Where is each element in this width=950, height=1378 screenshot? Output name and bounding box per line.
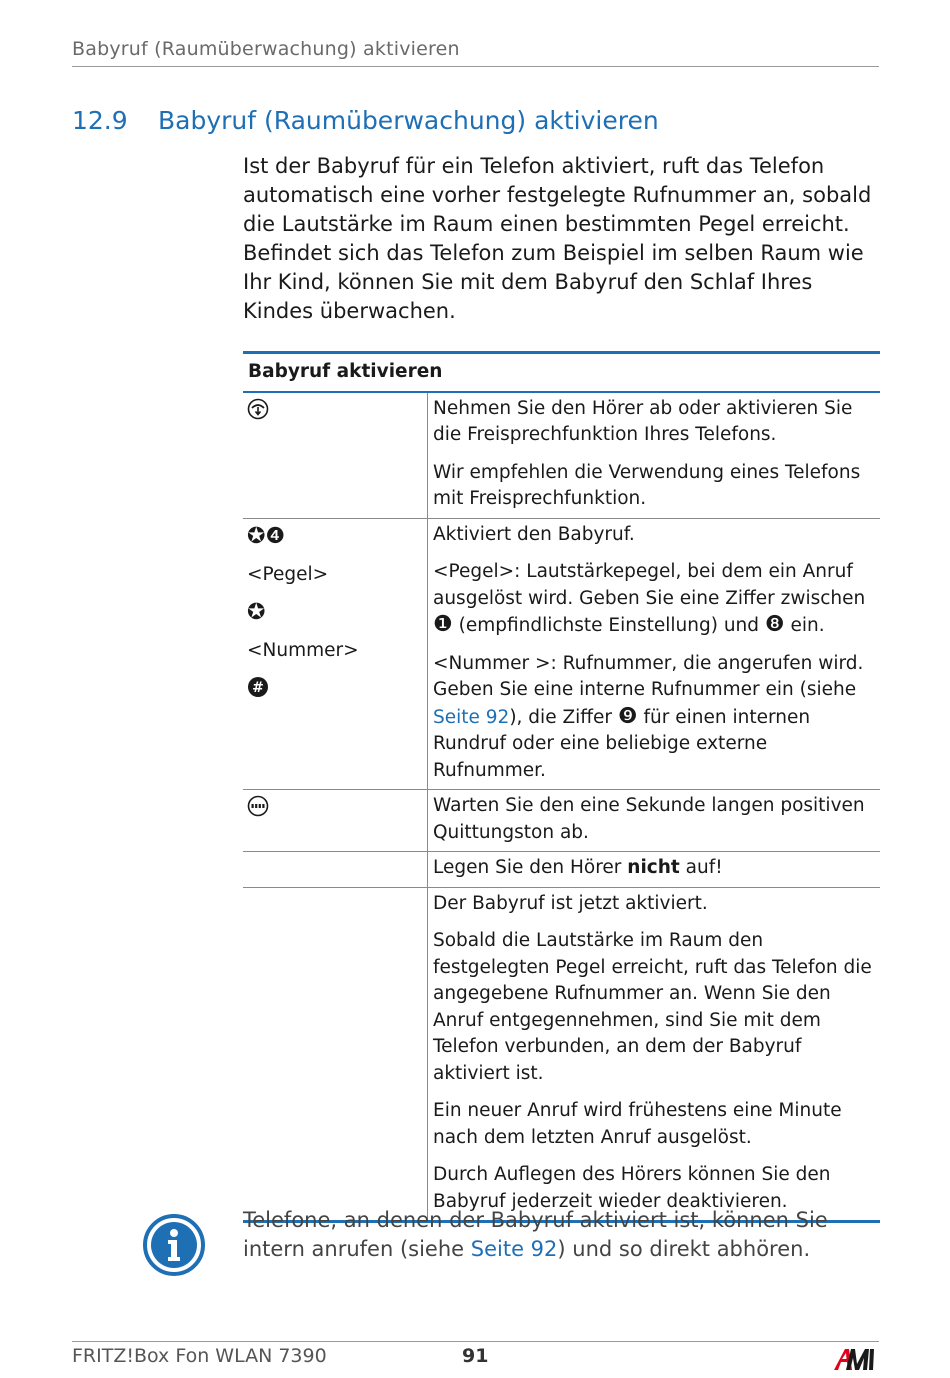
hash-key-label: # (252, 679, 264, 696)
text-run: ein. (784, 615, 825, 636)
star-key-icon: ✪ (247, 523, 266, 549)
running-header: Babyruf (Raumüberwachung) aktivieren (72, 38, 879, 67)
star-key-icon: ✪ (247, 599, 266, 625)
info-icon (142, 1213, 206, 1281)
section-number: 12.9 (72, 106, 128, 135)
step-text: Wir empfehlen die Verwendung eines Telefons mit Freisprechfunktion. (433, 461, 861, 509)
step-text (433, 651, 876, 785)
four-key-icon: ❹ (265, 523, 286, 549)
page-link[interactable]: Seite 92 (470, 1237, 558, 1261)
key-cell (243, 790, 428, 852)
page-footer (72, 1341, 879, 1367)
key-cell (243, 518, 428, 790)
one-key-icon: ❶ (433, 612, 453, 637)
key-cell (243, 392, 428, 519)
step-text: Ein neuer Anruf wird frühestens eine Minute nach dem letzten Anruf ausgelöst. (433, 1100, 842, 1148)
description-cell (428, 518, 881, 790)
confirmation-tone-icon (247, 795, 269, 826)
step-text: Durch Auflegen des Hörers können Sie den Babyruf jederzeit wieder deaktivieren. (433, 1164, 831, 1212)
text-run: Legen Sie den Hörer (433, 857, 628, 878)
description-cell (428, 852, 881, 888)
table-row (243, 392, 880, 519)
step-text: Sobald die Lautstärke im Raum den festgelegten Pegel erreicht, ruft das Telefon die angegebene Rufnummer an. Wenn Sie den Anruf entgegennehmen, sind Sie mit dem Telefon verbunden, an dem der Babyruf aktiviert ist. (433, 930, 872, 1084)
step-text: Nehmen Sie den Hörer ab oder aktivieren Sie die Freisprechfunktion Ihres Telefons. (433, 397, 853, 445)
emphasis-text: nicht (627, 857, 680, 878)
section-heading (72, 106, 882, 135)
logo-text: AVM (856, 1360, 859, 1361)
table-row (243, 852, 880, 888)
intro-paragraph: Ist der Babyruf für ein Telefon aktiviert, ruft das Telefon automatisch eine vorher festgelegte Rufnummer an, sobald die Lautstärke im Raum einen bestimmten Pegel erreicht. Befindet sich das Telefon zum Beispiel im selben Raum wie Ihr Kind, können Sie mit dem Babyruf den Schlaf Ihres Kindes überwachen. (243, 154, 872, 323)
description-cell (428, 887, 881, 1222)
hash-key-icon (247, 676, 269, 707)
pegel-placeholder: <Pegel> (247, 564, 329, 585)
text-run: Telefone, an denen der Babyruf aktiviert ist, können Sie intern anrufen (siehe (243, 1208, 828, 1261)
description-cell (428, 392, 881, 519)
handset-offhook-icon (247, 398, 269, 429)
step-text: Der Babyruf ist jetzt aktiviert. (433, 892, 708, 914)
nine-key-icon: ❾ (617, 703, 638, 729)
step-text (433, 855, 876, 882)
text-run: für einen internen Rundruf oder eine beliebige externe Rufnummer. (433, 706, 811, 781)
note-paragraph (243, 1206, 873, 1264)
page-link[interactable]: Seite 92 (433, 706, 510, 728)
key-cell (243, 852, 428, 888)
product-name: FRITZ!Box Fon WLAN 7390 (72, 1345, 327, 1367)
page-number: 91 (462, 1345, 489, 1367)
eight-key-icon: ❽ (764, 612, 785, 637)
nummer-placeholder: <Nummer> (247, 640, 359, 661)
step-text: Warten Sie den eine Sekunde langen positiven Quittungston ab. (433, 795, 865, 843)
step-text: Aktiviert den Babyruf. (433, 523, 635, 545)
text-run: <Nummer >: Rufnummer, die angerufen wird. Geben Sie eine interne Rufnummer ein (siehe (433, 652, 864, 700)
text-run: auf! (679, 857, 723, 878)
section-title: Babyruf (Raumüberwachung) aktivieren (158, 106, 659, 135)
key-cell (243, 887, 428, 1222)
text-run: <Pegel>: Lautstärkepegel, bei dem ein Anruf ausgelöst wird. Geben Sie eine Ziffer zwischen (433, 561, 866, 609)
table-row (243, 518, 880, 790)
text-run: ) und so direkt abhören. (557, 1237, 811, 1261)
table-heading: Babyruf aktivieren (243, 353, 880, 392)
avm-logo (832, 1346, 880, 1377)
step-text (433, 559, 876, 640)
table-row (243, 790, 880, 852)
description-cell (428, 790, 881, 852)
table-row (243, 887, 880, 1222)
steps-table (243, 351, 880, 1223)
text-run: ), die Ziffer (509, 706, 618, 728)
text-run: (empfindlichste Einstellung) und (452, 615, 765, 636)
